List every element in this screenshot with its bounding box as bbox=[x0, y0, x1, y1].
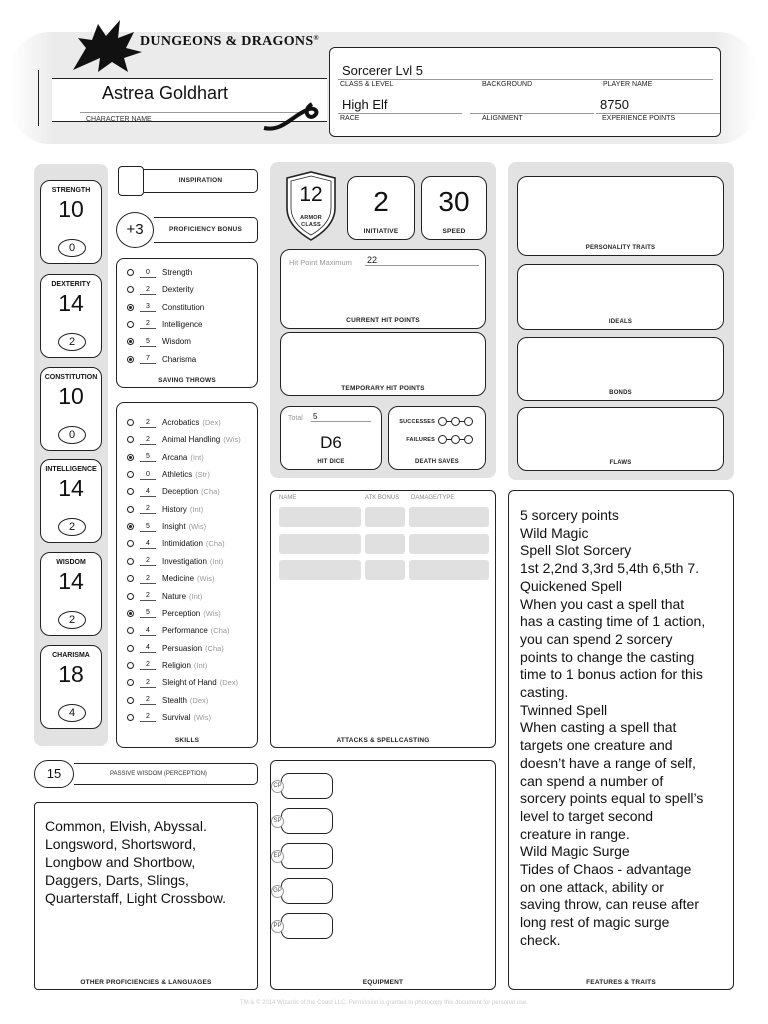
ability-name: WISDOM bbox=[56, 559, 86, 566]
attack-3-damage[interactable] bbox=[409, 560, 489, 580]
feature-line: has a casting time of 1 action, bbox=[520, 613, 706, 630]
skill-row bbox=[127, 657, 207, 674]
proficiency-checkbox[interactable] bbox=[127, 523, 134, 530]
skill-row bbox=[127, 414, 221, 431]
skill-value[interactable]: 0 bbox=[140, 470, 156, 480]
skill-value[interactable]: 2 bbox=[140, 695, 156, 705]
feature-line: time to 1 bonus action for this bbox=[520, 666, 703, 683]
class-level-label-cell bbox=[338, 80, 462, 88]
experience-cell bbox=[596, 96, 720, 122]
speed-label: SPEED bbox=[442, 228, 466, 235]
bonds-label: BONDS bbox=[609, 390, 632, 396]
skill-ability: (Int) bbox=[190, 452, 204, 462]
feature-line: Spell Slot Sorcery bbox=[520, 542, 632, 559]
attack-3-bonus[interactable] bbox=[365, 560, 405, 580]
skill-ability: (Cha) bbox=[210, 626, 230, 636]
skill-ability: (Cha) bbox=[205, 539, 225, 549]
passive-wisdom-label-box bbox=[74, 763, 258, 785]
skill-value[interactable]: 5 bbox=[140, 452, 156, 462]
skill-row bbox=[127, 501, 203, 518]
skill-row bbox=[127, 518, 206, 535]
skill-value[interactable]: 2 bbox=[140, 556, 156, 566]
success-checkbox-3[interactable] bbox=[464, 417, 473, 426]
feature-line: Wild Magic bbox=[520, 524, 589, 541]
proficiency-checkbox[interactable] bbox=[127, 338, 134, 345]
failures-label: FAILURES bbox=[406, 436, 435, 443]
skill-name: Sleight of Hand bbox=[162, 678, 217, 688]
ability-score[interactable]: 14 bbox=[58, 475, 84, 501]
proficiency-line: Common, Elvish, Abyssal. bbox=[45, 818, 207, 834]
proficiency-checkbox[interactable] bbox=[127, 662, 134, 669]
proficiency-label-box bbox=[154, 217, 258, 243]
hp-max-row bbox=[289, 258, 352, 267]
attack-1-name[interactable] bbox=[279, 507, 361, 527]
save-value[interactable]: 2 bbox=[140, 285, 156, 295]
skill-name: History bbox=[162, 504, 187, 514]
skill-name: Stealth bbox=[162, 695, 187, 705]
proficiency-checkbox[interactable] bbox=[127, 697, 134, 704]
skill-row bbox=[127, 449, 204, 466]
proficiency-label: PROFICIENCY BONUS bbox=[169, 226, 242, 233]
skills-label: SKILLS bbox=[174, 737, 200, 744]
ideals-label: IDEALS bbox=[608, 319, 633, 325]
feature-line: you can spend 2 sorcery bbox=[520, 630, 673, 647]
attack-2-name[interactable] bbox=[279, 534, 361, 554]
attack-2-damage[interactable] bbox=[409, 534, 489, 554]
feature-line: 5 sorcery points bbox=[520, 507, 619, 523]
ability-modifier[interactable]: 2 bbox=[58, 611, 86, 629]
inspiration-label-box bbox=[144, 169, 258, 193]
skill-name: Religion bbox=[162, 660, 191, 670]
skill-name: Survival bbox=[162, 712, 191, 722]
save-row bbox=[127, 264, 192, 281]
skill-row bbox=[127, 674, 238, 691]
proficiency-checkbox[interactable] bbox=[127, 286, 134, 293]
skill-name: Persuasion bbox=[162, 643, 203, 653]
proficiency-checkbox[interactable] bbox=[127, 506, 134, 513]
flaws-box[interactable] bbox=[517, 407, 724, 471]
bonds-box[interactable] bbox=[517, 337, 724, 401]
skill-value[interactable]: 5 bbox=[140, 522, 156, 532]
successes-label: SUCCESSES bbox=[399, 418, 435, 425]
flaws-label: FLAWS bbox=[609, 460, 632, 466]
skill-ability: (Wis) bbox=[197, 574, 215, 584]
proficiency-checkbox[interactable] bbox=[127, 304, 134, 311]
coin-pp-field[interactable] bbox=[273, 913, 333, 939]
proficiency-checkbox[interactable] bbox=[127, 593, 134, 600]
current-hp-label: CURRENT HIT POINTS bbox=[346, 317, 420, 324]
attack-3-name[interactable] bbox=[279, 560, 361, 580]
proficiency-checkbox[interactable] bbox=[127, 645, 134, 652]
ability-name: STRENGTH bbox=[51, 187, 91, 194]
skill-name: Performance bbox=[162, 626, 208, 636]
proficiency-checkbox[interactable] bbox=[127, 540, 134, 547]
attacks-col-damage: DAMAGE/TYPE bbox=[411, 495, 455, 501]
armor-class-label-1: ARMOR bbox=[300, 215, 322, 221]
skill-value[interactable]: 2 bbox=[140, 574, 156, 584]
save-name: Constitution bbox=[162, 302, 205, 312]
feature-line: 1st 2,2nd 3,3rd 5,4th 6,5th 7. bbox=[520, 560, 700, 577]
proficiency-checkbox[interactable] bbox=[127, 454, 134, 461]
background-label: BACKGROUND bbox=[482, 81, 533, 88]
saving-throws-box bbox=[116, 258, 258, 388]
skill-row bbox=[127, 692, 208, 709]
save-name: Intelligence bbox=[162, 319, 203, 329]
save-row bbox=[127, 333, 191, 350]
save-value[interactable]: 2 bbox=[140, 319, 156, 329]
character-name-value[interactable]: Astrea Goldhart bbox=[102, 83, 229, 103]
passive-wisdom-value: 15 bbox=[46, 766, 62, 781]
feature-line: targets one creature and bbox=[520, 737, 673, 754]
equipment-label: EQUIPMENT bbox=[362, 979, 404, 986]
proficiency-line: Longsword, Shortsword, bbox=[45, 836, 196, 852]
success-checkbox-2[interactable] bbox=[451, 417, 460, 426]
proficiency-checkbox[interactable] bbox=[127, 610, 134, 617]
failure-checkbox-2[interactable] bbox=[451, 435, 460, 444]
feature-line: points to change the casting bbox=[520, 648, 695, 665]
skill-value[interactable]: 4 bbox=[140, 626, 156, 636]
death-saves-label: DEATH SAVES bbox=[415, 459, 459, 465]
feature-line: Tides of Chaos - advantage bbox=[520, 861, 692, 878]
footer-text: TM & © 2014 Wizards of the Coast LLC. Permission is granted to photocopy this document for personal use. bbox=[240, 1000, 528, 1006]
save-name: Strength bbox=[162, 268, 193, 277]
class-level-label: CLASS & LEVEL bbox=[340, 81, 394, 88]
skill-ability: (Dex) bbox=[189, 695, 209, 705]
skill-value[interactable]: 4 bbox=[140, 487, 156, 497]
features-label: FEATURES & TRAITS bbox=[586, 979, 656, 986]
race-label: RACE bbox=[340, 115, 360, 122]
coin-label: PP bbox=[271, 920, 284, 933]
proficiency-checkbox[interactable] bbox=[127, 627, 134, 634]
skill-ability: (Wis) bbox=[223, 435, 241, 445]
ability-score[interactable]: 10 bbox=[58, 383, 84, 409]
skill-value[interactable]: 4 bbox=[140, 539, 156, 549]
attacks-label: ATTACKS & SPELLCASTING bbox=[336, 737, 430, 744]
passive-wisdom-label: PASSIVE WISDOM (PERCEPTION) bbox=[110, 771, 207, 777]
ability-score[interactable]: 18 bbox=[58, 661, 84, 687]
ideals-box[interactable] bbox=[517, 264, 724, 330]
attack-1-bonus[interactable] bbox=[365, 507, 405, 527]
class-level-cell bbox=[338, 62, 713, 80]
skill-name: Medicine bbox=[162, 574, 195, 584]
skill-name: Animal Handling bbox=[162, 435, 221, 445]
save-row bbox=[127, 281, 194, 298]
hit-dice-box[interactable] bbox=[280, 406, 382, 470]
save-value[interactable]: 5 bbox=[140, 337, 156, 347]
feature-line: When casting a spell that bbox=[520, 719, 677, 736]
proficiencies-text[interactable] bbox=[45, 817, 226, 907]
ability-charisma bbox=[40, 645, 102, 729]
save-value[interactable]: 3 bbox=[140, 302, 156, 312]
proficiency-value: +3 bbox=[126, 221, 144, 238]
success-checkbox-1[interactable] bbox=[438, 417, 447, 426]
failures-row bbox=[395, 435, 473, 444]
personality-traits-label: PERSONALITY TRAITS bbox=[585, 245, 656, 251]
feature-line: on one attack, ability or bbox=[520, 878, 664, 895]
character-info-box bbox=[329, 47, 721, 137]
hit-dice-total-row bbox=[288, 415, 303, 422]
temporary-hp-label: TEMPORARY HIT POINTS bbox=[341, 385, 425, 392]
coin-ep-field[interactable] bbox=[273, 843, 333, 869]
armor-class-value[interactable]: 12 bbox=[299, 183, 323, 206]
skill-ability: (Int) bbox=[193, 660, 208, 670]
hp-max-value[interactable]: 22 bbox=[365, 255, 479, 266]
proficiencies-box bbox=[34, 802, 258, 990]
proficiency-circle[interactable] bbox=[116, 212, 154, 248]
skill-ability: (Str) bbox=[195, 470, 210, 480]
skill-row bbox=[127, 709, 211, 726]
attack-2-bonus[interactable] bbox=[365, 534, 405, 554]
skill-value[interactable]: 2 bbox=[140, 435, 156, 445]
skill-name: Insight bbox=[162, 522, 186, 532]
feature-line: creature in range. bbox=[520, 825, 630, 842]
saving-throws-label: SAVING THROWS bbox=[158, 377, 216, 384]
coin-label: EP bbox=[271, 850, 284, 863]
race-value[interactable]: High Elf bbox=[338, 96, 462, 114]
attacks-col-atk: ATK BONUS bbox=[365, 495, 400, 501]
skill-ability: (Dex) bbox=[219, 678, 239, 688]
proficiency-checkbox[interactable] bbox=[127, 488, 134, 495]
ability-modifier[interactable]: 4 bbox=[58, 704, 86, 722]
inspiration-label: INSPIRATION bbox=[178, 177, 223, 184]
skill-value[interactable]: 2 bbox=[140, 678, 156, 688]
hit-dice-label: HIT DICE bbox=[317, 459, 345, 465]
skill-name: Arcana bbox=[162, 452, 188, 462]
skill-row bbox=[127, 483, 220, 500]
skill-ability: (Dex) bbox=[202, 418, 221, 427]
skill-value[interactable]: 2 bbox=[140, 591, 156, 601]
skill-value[interactable]: 2 bbox=[140, 504, 156, 514]
banner-swirl-icon bbox=[262, 96, 322, 136]
attack-1-damage[interactable] bbox=[409, 507, 489, 527]
skill-row bbox=[127, 535, 225, 552]
save-row bbox=[127, 351, 196, 368]
save-name: Dexterity bbox=[162, 285, 194, 295]
proficiency-line: Longbow and Shortbow, bbox=[45, 854, 196, 870]
feature-line: Twinned Spell bbox=[520, 701, 608, 718]
save-name: Charisma bbox=[162, 354, 197, 364]
feature-line: doesn’t have a range of self, bbox=[520, 754, 696, 771]
ability-dexterity bbox=[40, 274, 102, 358]
skill-row bbox=[127, 640, 224, 657]
coin-label: SP bbox=[271, 815, 284, 828]
proficiency-line: Quarterstaff, Light Crossbow. bbox=[45, 890, 227, 906]
skill-name: Acrobatics bbox=[162, 418, 200, 427]
class-level-value[interactable]: Sorcerer Lvl 5 bbox=[338, 62, 713, 80]
skill-name: Athletics bbox=[162, 470, 193, 480]
alignment-cell bbox=[470, 96, 594, 122]
coin-sp-field[interactable] bbox=[273, 808, 333, 834]
failure-checkbox-3[interactable] bbox=[464, 435, 473, 444]
alignment-value[interactable] bbox=[470, 96, 594, 114]
equipment-box[interactable] bbox=[270, 760, 496, 990]
background-label-cell bbox=[480, 80, 604, 88]
skill-ability: (Cha) bbox=[201, 487, 220, 497]
skill-row bbox=[127, 605, 221, 622]
proficiency-checkbox[interactable] bbox=[127, 356, 134, 363]
initiative-label: INITIATIVE bbox=[363, 228, 399, 235]
save-row bbox=[127, 299, 204, 316]
ability-modifier[interactable]: 0 bbox=[58, 426, 86, 444]
ability-score[interactable]: 14 bbox=[58, 568, 84, 594]
feature-line: saving throw, can reuse after bbox=[520, 896, 699, 913]
player-name-label-cell bbox=[601, 80, 725, 88]
proficiency-checkbox[interactable] bbox=[127, 714, 134, 721]
ability-wisdom bbox=[40, 552, 102, 636]
hit-dice-total-value[interactable]: 5 bbox=[311, 412, 371, 422]
race-cell bbox=[338, 96, 462, 122]
skill-ability: (Cha) bbox=[205, 643, 224, 653]
ability-constitution bbox=[40, 367, 102, 451]
experience-label: EXPERIENCE POINTS bbox=[602, 115, 676, 122]
proficiencies-label: OTHER PROFICIENCIES & LANGUAGES bbox=[80, 979, 212, 986]
save-value[interactable]: 0 bbox=[140, 268, 156, 278]
skill-ability: (Wis) bbox=[193, 712, 211, 722]
ability-intelligence bbox=[40, 459, 102, 543]
ability-modifier[interactable]: 2 bbox=[58, 518, 86, 536]
initiative-box[interactable] bbox=[347, 176, 415, 240]
feature-line: When you cast a spell that bbox=[520, 595, 685, 612]
proficiency-checkbox[interactable] bbox=[127, 321, 134, 328]
current-hp-box[interactable] bbox=[280, 249, 486, 329]
coin-label: CP bbox=[271, 780, 284, 793]
feature-line: check. bbox=[520, 931, 561, 948]
proficiency-checkbox[interactable] bbox=[127, 679, 134, 686]
skill-ability: (Wis) bbox=[203, 608, 221, 618]
proficiency-checkbox[interactable] bbox=[127, 575, 134, 582]
skill-row bbox=[127, 431, 241, 448]
death-saves-box bbox=[388, 406, 486, 470]
feature-line: can spend a number of bbox=[520, 772, 664, 789]
skill-name: Intimidation bbox=[162, 539, 203, 549]
skill-value[interactable]: 2 bbox=[140, 418, 156, 428]
successes-row bbox=[395, 417, 473, 426]
skill-row bbox=[127, 466, 210, 483]
ability-name: CONSTITUTION bbox=[44, 374, 98, 381]
skill-value[interactable]: 5 bbox=[140, 608, 156, 618]
experience-value[interactable]: 8750 bbox=[596, 96, 720, 114]
hp-max-label: Hit Point Maximum bbox=[289, 258, 352, 267]
skill-row bbox=[127, 588, 202, 605]
ability-score[interactable]: 10 bbox=[58, 196, 84, 222]
temporary-hp-box[interactable] bbox=[280, 332, 486, 396]
skill-value[interactable]: 4 bbox=[140, 643, 156, 653]
skill-row bbox=[127, 553, 223, 570]
ability-name: CHARISMA bbox=[52, 652, 90, 659]
proficiency-line: Daggers, Darts, Slings, bbox=[45, 872, 189, 888]
skills-box bbox=[116, 402, 258, 748]
failure-checkbox-1[interactable] bbox=[438, 435, 447, 444]
proficiency-checkbox[interactable] bbox=[127, 436, 134, 443]
speed-box[interactable] bbox=[421, 176, 487, 240]
proficiency-checkbox[interactable] bbox=[127, 419, 134, 426]
skill-name: Investigation bbox=[162, 556, 207, 566]
features-text bbox=[520, 507, 705, 950]
ability-name: DEXTERITY bbox=[51, 281, 91, 288]
alignment-label: ALIGNMENT bbox=[482, 115, 523, 122]
feature-line: long rest of magic surge bbox=[520, 914, 670, 931]
character-name-label: CHARACTER NAME bbox=[86, 116, 152, 123]
coin-label: GP bbox=[271, 885, 284, 898]
skill-value[interactable]: 2 bbox=[140, 660, 156, 670]
hit-dice-total-label: Total bbox=[288, 415, 303, 422]
initiative-value: 2 bbox=[373, 186, 389, 217]
proficiency-checkbox[interactable] bbox=[127, 269, 134, 276]
skill-row bbox=[127, 622, 230, 639]
skill-name: Perception bbox=[162, 608, 201, 618]
feature-line: Quickened Spell bbox=[520, 577, 622, 594]
attacks-box bbox=[270, 490, 496, 748]
feature-line: level to target second bbox=[520, 807, 654, 824]
armor-class-label-2: CLASS bbox=[301, 222, 321, 228]
skill-ability: (Wis) bbox=[188, 522, 207, 532]
skill-ability: (Int) bbox=[189, 591, 203, 601]
skill-name: Deception bbox=[162, 487, 199, 497]
save-name: Wisdom bbox=[162, 337, 191, 347]
save-row bbox=[127, 316, 202, 333]
ability-score[interactable]: 14 bbox=[58, 290, 84, 316]
proficiency-checkbox[interactable] bbox=[127, 558, 134, 565]
inspiration-box[interactable] bbox=[118, 166, 144, 196]
logo-text: DUNGEONS & DRAGONS® bbox=[140, 34, 319, 49]
skill-value[interactable]: 2 bbox=[140, 712, 156, 722]
logo-trademark: ® bbox=[313, 34, 319, 42]
skill-ability: (Int) bbox=[209, 556, 224, 566]
save-value[interactable]: 7 bbox=[140, 354, 156, 364]
skill-name: Nature bbox=[162, 591, 187, 601]
feature-line: casting. bbox=[520, 684, 569, 701]
ability-strength bbox=[40, 180, 102, 264]
feature-line: Wild Magic Surge bbox=[520, 843, 630, 860]
attacks-col-name: NAME bbox=[279, 495, 297, 501]
ability-name: INTELLIGENCE bbox=[45, 466, 97, 473]
skills-list bbox=[127, 414, 257, 724]
skill-ability: (Int) bbox=[189, 504, 204, 514]
speed-value: 30 bbox=[438, 186, 470, 217]
player-name-label: PLAYER NAME bbox=[603, 81, 653, 88]
personality-traits-box[interactable] bbox=[517, 176, 724, 256]
passive-wisdom-circle[interactable] bbox=[34, 760, 74, 788]
proficiency-checkbox[interactable] bbox=[127, 471, 134, 478]
feature-line: sorcery points equal to spell’s bbox=[520, 790, 704, 807]
ability-modifier[interactable]: 2 bbox=[58, 333, 86, 351]
skill-row bbox=[127, 570, 215, 587]
ability-modifier[interactable]: 0 bbox=[58, 239, 86, 257]
coin-gp-field[interactable] bbox=[273, 878, 333, 904]
saving-throws-list bbox=[127, 264, 255, 372]
coin-cp-field[interactable] bbox=[273, 773, 333, 799]
features-box[interactable] bbox=[508, 490, 734, 990]
hit-dice-value[interactable]: D6 bbox=[320, 433, 342, 452]
